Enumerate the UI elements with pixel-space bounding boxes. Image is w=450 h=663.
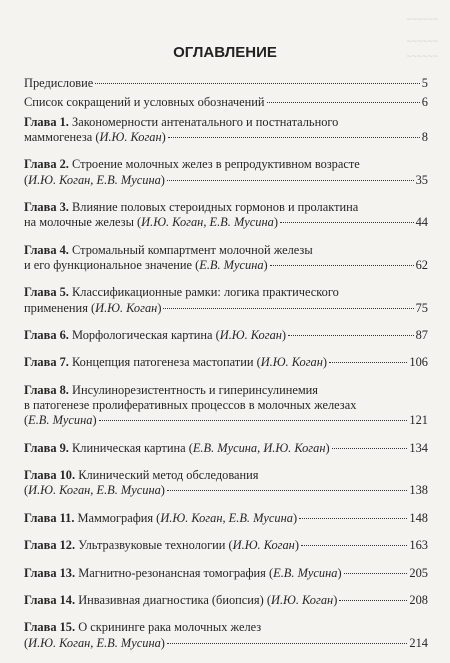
page-number: 208: [409, 593, 428, 608]
chapter-label: Глава 2.: [24, 157, 69, 172]
dot-leader: [167, 180, 414, 181]
chapter-label: Глава 6.: [24, 328, 69, 343]
toc-entry[interactable]: [24, 328, 428, 343]
toc-line: [24, 441, 428, 456]
chapter-authors: И.Ю. Коган, Е.В. Мусина: [160, 510, 293, 525]
dot-leader: [267, 102, 420, 103]
toc-line: Глава 15. О скрининге рака молочных желез: [24, 620, 262, 635]
page-number: 44: [415, 215, 428, 230]
dot-leader: [99, 420, 408, 421]
toc-line: [24, 173, 428, 188]
toc-entry[interactable]: [24, 95, 428, 110]
toc-entry-text: (И.Ю. Коган, Е.В. Мусина): [24, 172, 165, 187]
dot-leader: [339, 600, 407, 601]
page-number: 6: [421, 95, 428, 110]
toc-line: [24, 301, 428, 316]
toc-entry[interactable]: [24, 441, 428, 456]
toc-entry-text: Глава 7. Концепция патогенеза мастопатии (И.Ю. Коган): [24, 355, 328, 370]
table-of-contents: [24, 76, 428, 663]
toc-entry[interactable]: [24, 157, 428, 188]
toc-entry-text: Глава 13. Магнитно-резонансная томография (Е.В. Мусина): [24, 565, 342, 580]
page-number: 121: [409, 413, 428, 428]
toc-entry[interactable]: [24, 566, 428, 581]
dot-leader: [168, 137, 420, 138]
page-number: 35: [415, 172, 428, 187]
toc-entry[interactable]: [24, 511, 428, 526]
chapter-label: Глава 3.: [24, 199, 69, 214]
toc-entry-text: (И.Ю. Коган, Е.В. Мусина): [24, 635, 165, 650]
chapter-authors: И.Ю. Коган: [99, 129, 162, 144]
toc-entry[interactable]: [24, 285, 428, 316]
bleed-through-text: ~~~~~~: [406, 51, 438, 61]
toc-line: [24, 593, 428, 608]
dot-leader: [332, 448, 408, 449]
chapter-authors: Е.В. Мусина, И.Ю. Коган: [192, 440, 326, 455]
toc-line: в патогенезе пролиферативных процессов в молочных железах: [24, 398, 357, 413]
page-number: 148: [409, 510, 428, 525]
page-number: 8: [421, 129, 428, 144]
toc-entry-text: Глава 9. Клиническая картина (Е.В. Мусина, И.Ю. Коган): [24, 440, 330, 455]
toc-line: [24, 511, 428, 526]
toc-line: [24, 215, 428, 230]
toc-entry[interactable]: [24, 355, 428, 370]
toc-entry-text: Предисловие: [24, 76, 94, 90]
toc-line: [24, 328, 428, 343]
toc-entry[interactable]: [24, 593, 428, 608]
toc-line: [24, 636, 428, 651]
dot-leader: [329, 362, 407, 363]
dot-leader: [301, 545, 407, 546]
toc-line: [24, 483, 428, 498]
chapter-authors: И.Ю. Коган, Е.В. Мусина: [28, 172, 161, 187]
toc-line: Глава 2. Строение молочных желез в репродуктивном возрасте: [24, 157, 360, 172]
chapter-authors: Е.В. Мусина: [199, 257, 264, 272]
toc-line: Глава 4. Стромальный компартмент молочной железы: [24, 242, 313, 257]
dot-leader: [270, 265, 414, 266]
page-number: 138: [409, 483, 428, 498]
toc-entry-text: Глава 12. Ультразвуковые технологии (И.Ю. Коган): [24, 538, 299, 553]
toc-entry[interactable]: [24, 243, 428, 274]
page-number: 163: [409, 538, 428, 553]
bleed-through-text: ~~~~~~: [406, 14, 438, 24]
toc-entry-text: и его функциональное значение (Е.В. Мусина): [24, 257, 268, 272]
chapter-authors: Е.В. Мусина: [28, 413, 93, 428]
toc-line: Глава 3. Влияние половых стероидных гормонов и пролактина: [24, 199, 359, 214]
toc-entry[interactable]: [24, 383, 428, 429]
chapter-label: Глава 4.: [24, 242, 69, 257]
dot-leader: [163, 308, 413, 309]
toc-entry-text: Глава 11. Маммография (И.Ю. Коган, Е.В. Мусина): [24, 510, 298, 525]
toc-entry-text: Глава 6. Морфологическая картина (И.Ю. Коган): [24, 328, 287, 343]
dot-leader: [288, 335, 414, 336]
chapter-label: Глава 10.: [24, 468, 76, 483]
toc-line: [24, 566, 428, 581]
page-number: 87: [415, 328, 428, 343]
chapter-label: Глава 7.: [24, 355, 69, 370]
toc-entry-text: применения (И.Ю. Коган): [24, 300, 162, 315]
toc-entry[interactable]: [24, 76, 428, 91]
chapter-authors: И.Ю. Коган: [232, 538, 295, 553]
page-number: 214: [409, 635, 428, 650]
toc-entry[interactable]: [24, 620, 428, 651]
chapter-label: Глава 9.: [24, 440, 69, 455]
toc-line: [24, 355, 428, 370]
toc-line: Глава 1. Закономерности антенатального и постнатального: [24, 114, 339, 129]
page-title: ОГЛАВЛЕНИЕ: [173, 44, 277, 61]
chapter-authors: И.Ю. Коган: [219, 328, 282, 343]
chapter-authors: И.Ю. Коган, Е.В. Мусина: [28, 483, 161, 498]
chapter-label: Глава 11.: [24, 510, 75, 525]
toc-line: Глава 8. Инсулинорезистентность и гиперинсулинемия: [24, 382, 318, 397]
chapter-authors: И.Ю. Коган, Е.В. Мусина: [141, 215, 274, 230]
toc-entry-text: (Е.В. Мусина): [24, 413, 97, 428]
chapter-label: Глава 15.: [24, 620, 76, 635]
toc-entry-text: маммогенеза (И.Ю. Коган): [24, 129, 166, 144]
chapter-label: Глава 13.: [24, 565, 76, 580]
page-number: 75: [415, 300, 428, 315]
chapter-label: Глава 8.: [24, 382, 69, 397]
page-number: 134: [409, 440, 428, 455]
toc-entry-text: Список сокращений и условных обозначений: [24, 95, 265, 110]
chapter-authors: И.Ю. Коган, Е.В. Мусина: [28, 635, 161, 650]
toc-line: [24, 130, 428, 145]
chapter-authors: И.Ю. Коган: [260, 355, 323, 370]
chapter-label: Глава 14.: [24, 593, 76, 608]
toc-entry-text: на молочные железы (И.Ю. Коган, Е.В. Мусина): [24, 215, 278, 230]
chapter-authors: И.Ю. Коган: [95, 300, 158, 315]
chapter-authors: И.Ю. Коган: [271, 593, 334, 608]
chapter-authors: Е.В. Мусина: [273, 565, 338, 580]
page-number: 205: [409, 565, 428, 580]
chapter-label: Глава 12.: [24, 538, 76, 553]
chapter-label: Глава 1.: [24, 114, 69, 129]
dot-leader: [280, 222, 414, 223]
dot-leader: [167, 490, 407, 491]
toc-entry[interactable]: [24, 538, 428, 553]
toc-line: [24, 258, 428, 273]
page-number: 106: [409, 355, 428, 370]
dot-leader: [344, 573, 408, 574]
dot-leader: [167, 643, 407, 644]
toc-line: [24, 413, 428, 428]
toc-line: Глава 5. Классификационные рамки: логика практического: [24, 285, 339, 300]
toc-line: Глава 10. Клинический метод обследования: [24, 468, 259, 483]
toc-line: [24, 538, 428, 553]
dot-leader: [95, 83, 420, 84]
toc-entry[interactable]: [24, 200, 428, 231]
dot-leader: [299, 518, 407, 519]
chapter-label: Глава 5.: [24, 285, 69, 300]
page-number: 62: [415, 257, 428, 272]
page-number: 5: [421, 76, 428, 90]
toc-entry-text: (И.Ю. Коган, Е.В. Мусина): [24, 483, 165, 498]
toc-entry[interactable]: [24, 115, 428, 146]
toc-entry[interactable]: [24, 468, 428, 499]
toc-line: [24, 76, 428, 91]
toc-entry-text: Глава 14. Инвазивная диагностика (биопсия) (И.Ю. Коган): [24, 593, 338, 608]
toc-line: [24, 95, 428, 110]
bleed-through-text: ~~~~~~: [406, 36, 438, 46]
